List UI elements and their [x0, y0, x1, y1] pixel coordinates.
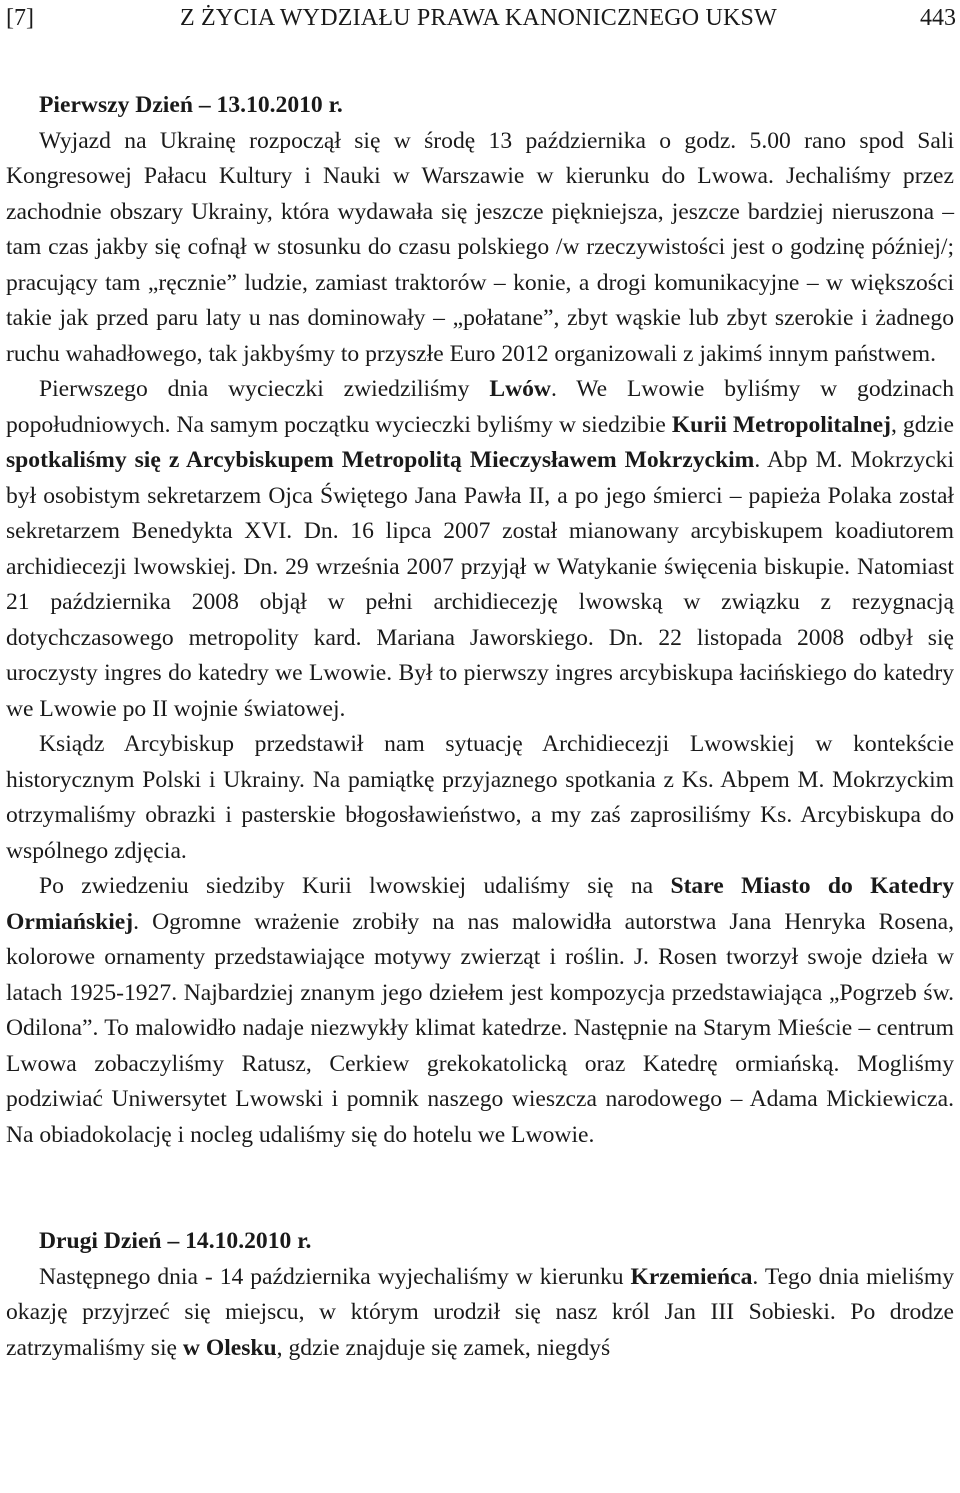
- text-run: . Abp M. Mokrzycki był osobistym sekretarzem Ojca Świętego Jana Pawła II, a po jego śmierci – papieża Polaka został sekretarzem Benedykta XVI. Dn. 16 lipca 2007 został mianowany arcybiskupem koadiutorem archidiecezji lwowskiej. Dn. 29 września 2007 przyjął w Watykanie święcenia biskupie. Natomiast 21 października 2008 objął w pełni archidiecezję lwowską w związku z rezygnacją dotychczasowego metropolity kard. Mariana Jaworskiego. Dn. 22 listopada 2008 odbył się uroczysty ingres do katedry we Lwowie. Był to pierwszy ingres arcybiskupa łacińskiego do katedry we Lwowie po II wojnie światowej.: [6, 447, 954, 722]
- section-gap: [6, 1153, 954, 1224]
- bold-kuria: Kurii Metropolitalnej: [671, 411, 892, 438]
- text-run: . Ogromne wrażenie zrobiły na nas malowidła autorstwa Jana Henryka Rosena, kolorowe ornamenty przedstawiające motywy zwierząt i roślin. J. Rosen tworzył swoje dzieła w latach 1925-1927. Najbardziej znanym jego dziełem jest kompozycja przedstawiająca „Pogrzeb św. Odilona”. To malowidło nadaje niezwykły klimat katedrze. Następnie na Starym Mieście – centrum Lwowa zobaczyliśmy Ratusz, Cerkiew grekokatolicką oraz Katedrę ormiańską. Mogliśmy podziwiać Uniwersytet Lwowski i pomnik naszego wieszcza narodowego – Adama Mickiewicza. Na obiadokolację i nocleg udaliśmy się do hotelu we Lwowie.: [6, 908, 954, 1148]
- running-header: [6, 0, 956, 36]
- bold-place-olesko: w Olesku: [182, 1334, 277, 1361]
- bold-meeting: spotkaliśmy się z Arcybiskupem Metropolitą Mieczysławem Mokrzyckim: [6, 447, 755, 473]
- section-heading-day-2: Drugi Dzień – 14.10.2010 r.: [39, 1228, 312, 1254]
- paragraph: [6, 869, 954, 1153]
- paragraph: [6, 124, 954, 373]
- page-number: 443: [920, 5, 956, 31]
- bold-cathedral: Stare Miasto do Katedry Ormiańskiej: [6, 873, 955, 935]
- text-run: Po zwiedzeniu siedziby Kurii lwowskiej udaliśmy się na: [39, 873, 671, 899]
- text-run: , gdzie: [891, 411, 955, 438]
- text-run: . Tego dnia mieliśmy okazję przyjrzeć się miejscu, w którym urodził się nasz król Jan III Sobieski. Po drodze zatrzymaliśmy się: [6, 1263, 954, 1361]
- article-body: [6, 88, 954, 1366]
- bold-place-krzemieniec: Krzemieńca: [630, 1263, 753, 1290]
- bold-place-lwow: Lwów: [489, 376, 551, 402]
- text-run: Następnego dnia - 14 października wyjechaliśmy w kierunku: [39, 1263, 631, 1290]
- text-run: , gdzie znajduje się zamek, niegdyś: [276, 1334, 611, 1361]
- section-heading-day-1: Pierwszy Dzień – 13.10.2010 r.: [39, 92, 343, 118]
- text-run: Ksiądz Arcybiskup przedstawił nam sytuację Archidiecezji Lwowskiej w kontekście historycznym Polski i Ukrainy. Na pamiątkę przyjaznego spotkania z Ks. Abpem M. Mokrzyckim otrzymaliśmy obrazki i pasterskie błogosławieństwo, a my zaś zaprosiliśmy Ks. Arcybiskupa do wspólnego zdjęcia.: [6, 731, 954, 864]
- page-tag: [7]: [6, 5, 34, 31]
- paragraph: [6, 1260, 954, 1367]
- text-run: Pierwszego dnia wycieczki zwiedziliśmy: [39, 376, 490, 402]
- paragraph: [6, 727, 954, 869]
- text-run: . We Lwowie byliśmy w godzinach popołudniowych. Na samym początku wycieczki byliśmy w siedzibie: [6, 376, 954, 438]
- running-title: Z ŻYCIA WYDZIAŁU PRAWA KANONICZNEGO UKSW: [180, 5, 777, 31]
- text-run: Wyjazd na Ukrainę rozpoczął się w środę 13 października o godz. 5.00 rano spod Sali Kongresowej Pałacu Kultury i Nauki w Warszawie w kierunku do Lwowa. Jechaliśmy przez zachodnie obszary Ukrainy, która wydawała się jeszcze piękniejsza, jeszcze bardziej nieruszona – tam czas jakby się cofnął w stosunku do czasu polskiego /w rzeczywistości jest o godzinę później/; pracujący tam „ręcznie” ludzie, zamiast traktorów – konie, a drogi komunikacyjne – w większości takie jak przed paru laty u nas dominowały – „połatane”, zbyt wąskie lub zbyt szerokie i żadnego ruchu wahadłowego, tak jakbyśmy to przyszłe Euro 2012 organizowali z jakimś innym państwem.: [6, 127, 954, 367]
- paragraph: [6, 372, 954, 727]
